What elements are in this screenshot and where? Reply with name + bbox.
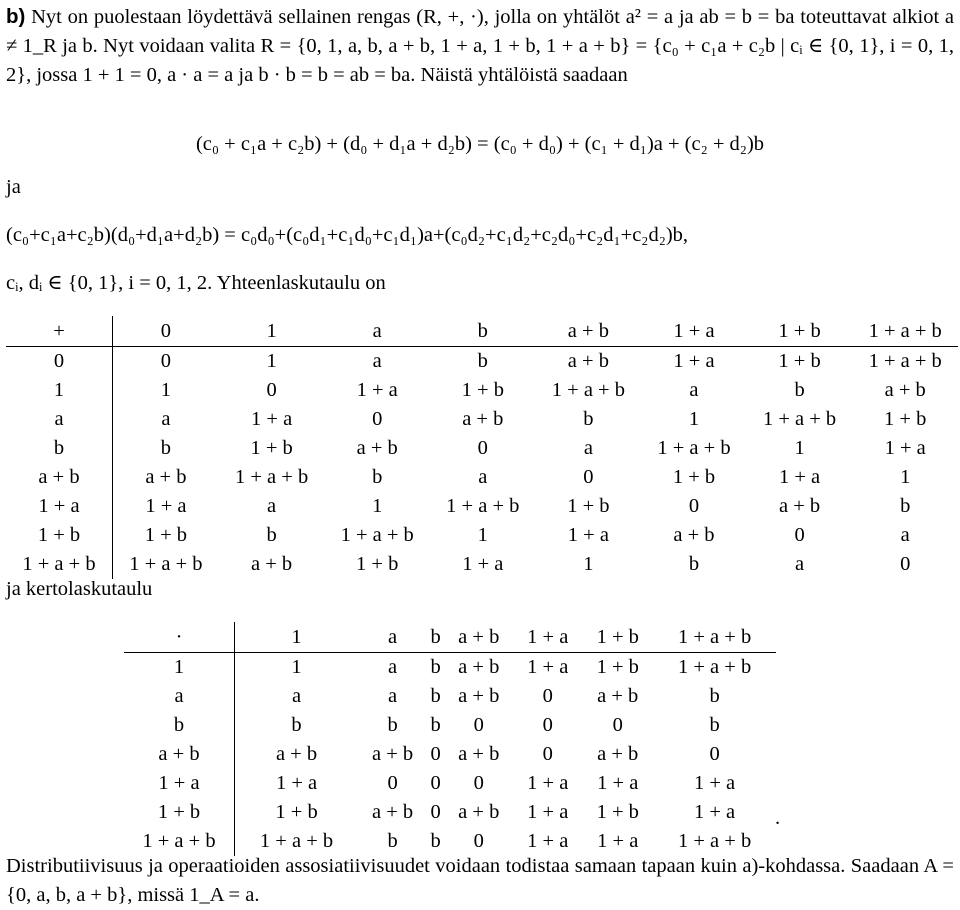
- table-row: [124, 798, 776, 827]
- table-cell: 1: [160, 379, 172, 401]
- table-cell: 1 + b: [672, 466, 716, 488]
- table-row: [6, 434, 958, 463]
- multiplication-row-label: b: [124, 711, 235, 740]
- addition-row-label: 1 + a: [6, 492, 113, 521]
- addition-header-cell: a + b: [536, 316, 642, 347]
- multiplication-header-row: [124, 622, 776, 653]
- multiplication-header-cell: a + b: [444, 622, 513, 653]
- addition-header-cell: 1 + a + b: [852, 316, 958, 347]
- table-cell: a: [689, 379, 699, 401]
- table-cell: 0: [709, 743, 720, 765]
- multiplication-header-cell: a: [358, 622, 427, 653]
- table-cell: 0: [430, 743, 441, 765]
- table-cell: a + b: [356, 437, 398, 459]
- multiplication-row-label: 1 + a + b: [124, 827, 235, 856]
- table-cell: 1 + a: [145, 495, 187, 517]
- table-row: [6, 492, 958, 521]
- table-cell: 1 + a: [527, 801, 569, 823]
- table-cell: a: [267, 495, 277, 517]
- table-cell: 1 + b: [275, 801, 318, 823]
- table-cell: 1: [900, 466, 911, 488]
- multiplication-row-label: 1 + a: [124, 769, 235, 798]
- table-cell: a + b: [251, 553, 293, 575]
- table-cell: a: [372, 350, 382, 372]
- table-cell: 0: [473, 772, 484, 794]
- multiplication-header-cell: 1 + a: [513, 622, 582, 653]
- addition-row-label: a: [6, 405, 113, 434]
- addition-header-cell: 1 + a: [641, 316, 747, 347]
- addition-row-label: 1: [6, 376, 113, 405]
- table-cell: a + b: [458, 801, 500, 823]
- multiplication-row-label: a: [124, 682, 235, 711]
- table-cell: 1 + a + b: [551, 379, 625, 401]
- table-cell: a + b: [673, 524, 715, 546]
- table-cell: b: [430, 830, 441, 852]
- table-cell: 1 + a: [527, 656, 569, 678]
- table-cell: a + b: [884, 379, 926, 401]
- table-cell: b: [709, 714, 720, 736]
- table-cell: b: [387, 714, 398, 736]
- table-row: [6, 405, 958, 434]
- table-cell: b: [160, 437, 172, 459]
- table-cell: b: [291, 714, 302, 736]
- table-row: [6, 521, 958, 550]
- addition-row-label: 1 + b: [6, 521, 113, 550]
- table-cell: 1 + a + b: [259, 830, 334, 852]
- addition-header-cell: 1: [219, 316, 325, 347]
- multiplication-row-label: a + b: [124, 740, 235, 769]
- table-cell: 1 + a + b: [677, 656, 752, 678]
- addition-row-label: 0: [6, 347, 113, 377]
- table-cell: 1 + a: [694, 801, 736, 823]
- table-cell: 1: [477, 524, 488, 546]
- table-cell: 0: [430, 772, 441, 794]
- table-cell: b: [688, 553, 700, 575]
- multiplication-table: [124, 622, 776, 856]
- table-row: [124, 740, 776, 769]
- table-cell: 1 + a: [356, 379, 398, 401]
- sum-equation: (c₀ + c₁a + c₂b) + (d₀ + d₁a + d₂b) = (c₀ + d₀) + (c₁ + d₁)a + (c₂ + d₂)b: [195, 133, 765, 155]
- table-cell: 1 + a + b: [234, 466, 309, 488]
- table-cell: 1 + b: [596, 801, 639, 823]
- multiplication-row-label: 1: [124, 653, 235, 683]
- table-cell: 0: [583, 466, 594, 488]
- table-cell: 1 + a + b: [657, 437, 731, 459]
- table-cell: 1 + b: [567, 495, 610, 517]
- intro-paragraph: [6, 2, 954, 90]
- table-row: [124, 769, 776, 798]
- addition-row-label: a + b: [6, 463, 113, 492]
- table-cell: 1 + a: [597, 772, 639, 794]
- table-cell: 1 + b: [461, 379, 504, 401]
- multiplication-header-cell: 1 + b: [582, 622, 653, 653]
- table-cell: b: [794, 379, 805, 401]
- table-cell: b: [266, 524, 277, 546]
- terminal-period: .: [775, 807, 781, 829]
- table-cell: 0: [542, 743, 553, 765]
- table-row: [6, 376, 958, 405]
- table-cell: a: [291, 685, 302, 707]
- table-cell: 1 + b: [144, 524, 188, 546]
- table-cell: 0: [473, 714, 484, 736]
- table-cell: 1 + a: [597, 830, 639, 852]
- table-row: [124, 711, 776, 740]
- connector-ja: ja: [6, 176, 21, 198]
- table-cell: a: [583, 437, 593, 459]
- multiplication-header-cell: ·: [124, 622, 235, 653]
- table-cell: 1: [688, 408, 700, 430]
- table-cell: 0: [477, 437, 488, 459]
- table-row: [6, 463, 958, 492]
- multiplication-row-label: 1 + b: [124, 798, 235, 827]
- table-cell: b: [372, 466, 383, 488]
- table-cell: 1 + a: [884, 437, 926, 459]
- table-cell: 0: [542, 714, 553, 736]
- closing-paragraph: Distributiivisuus ja operaatioiden assosiatiivisuudet voidaan todistaa samaan tapaan kuin a)-kohdassa. Saadaan A = {0, a, b, a + b}, missä 1_A = a.: [6, 855, 954, 906]
- table-cell: 1 + a + b: [340, 524, 414, 546]
- table-cell: b: [583, 408, 594, 430]
- table-cell: 0: [266, 379, 277, 401]
- table-cell: 1: [372, 495, 383, 517]
- multiplication-header-cell: 1: [235, 622, 359, 653]
- intro-text: Nyt on puolestaan löydettävä sellainen rengas (R, +, ·), jolla on yhtälöt a² = a ja ab = b = ba toteuttavat alkiot a ≠ 1_R ja b. Nyt voidaan valita R = {0, 1, a, b, a + b, 1 + a, 1 + b, 1 + a + b} = {c₀ + c₁a + c₂b | cᵢ ∈ {0, 1}, i = 0, 1, 2}, jossa 1 + 1 = 0, a · a = a ja b · b = b = ab = ba. Näistä yhtälöistä saadaan: [6, 6, 955, 86]
- table-cell: b: [430, 685, 441, 707]
- table-cell: 1 + a + b: [129, 553, 203, 575]
- table-cell: 0: [794, 524, 805, 546]
- table-cell: 0: [372, 408, 383, 430]
- table-row: [6, 347, 958, 377]
- table-cell: a + b: [145, 466, 187, 488]
- table-cell: a + b: [275, 743, 318, 765]
- table-cell: 1: [291, 656, 302, 678]
- table-cell: b: [430, 656, 441, 678]
- table-cell: a: [478, 466, 488, 488]
- addition-header-row: [6, 316, 958, 347]
- table-cell: 0: [387, 772, 398, 794]
- table-cell: b: [477, 350, 488, 372]
- table-cell: a: [900, 524, 910, 546]
- table-cell: 1 + b: [884, 408, 927, 430]
- table-cell: a + b: [458, 743, 500, 765]
- table-cell: 1: [794, 437, 805, 459]
- table-cell: b: [900, 495, 911, 517]
- table-cell: b: [430, 714, 441, 736]
- table-cell: 0: [160, 350, 172, 372]
- table-cell: a + b: [597, 685, 639, 707]
- addition-header-cell: 1 + b: [747, 316, 853, 347]
- table-cell: 0: [688, 495, 700, 517]
- table-cell: 1 + b: [250, 437, 293, 459]
- table-cell: 0: [900, 553, 911, 575]
- table-cell: 1 + a + b: [762, 408, 837, 430]
- table-row: [124, 653, 776, 683]
- addition-table: [6, 316, 958, 579]
- table-cell: 0: [612, 714, 623, 736]
- table-cell: 1 + a: [694, 772, 736, 794]
- table-cell: a + b: [597, 743, 639, 765]
- table-cell: a: [795, 553, 805, 575]
- table-cell: 1 + a + b: [677, 830, 752, 852]
- table-cell: a: [388, 685, 398, 707]
- table-cell: 0: [542, 685, 553, 707]
- table-cell: 1 + a: [527, 830, 569, 852]
- table-cell: a + b: [372, 743, 414, 765]
- part-label: b): [6, 5, 26, 28]
- addition-header-cell: a: [324, 316, 430, 347]
- table-cell: 1 + a: [462, 553, 504, 575]
- addition-header-cell: +: [6, 316, 113, 347]
- multiplication-header-cell: b: [427, 622, 444, 653]
- table-cell: 1 + a + b: [446, 495, 520, 517]
- condition-text: cᵢ, dᵢ ∈ {0, 1}, i = 0, 1, 2. Yhteenlaskutaulu on: [6, 272, 386, 294]
- multiplication-intro: ja kertolaskutaulu: [6, 578, 153, 600]
- table-cell: 1 + a + b: [868, 350, 942, 372]
- table-cell: 1 + a: [567, 524, 609, 546]
- table-cell: 1 + a: [251, 408, 293, 430]
- table-cell: a + b: [567, 350, 609, 372]
- table-cell: a + b: [778, 495, 821, 517]
- table-cell: a + b: [462, 408, 504, 430]
- addition-header-cell: 0: [113, 316, 219, 347]
- table-cell: 1 + b: [778, 350, 821, 372]
- table-cell: a + b: [458, 656, 500, 678]
- table-cell: a: [388, 656, 398, 678]
- table-cell: 1: [583, 553, 594, 575]
- table-row: [124, 682, 776, 711]
- table-cell: 1 + a: [275, 772, 318, 794]
- table-cell: a: [161, 408, 171, 430]
- table-cell: 0: [473, 830, 484, 852]
- table-cell: 1 + b: [356, 553, 399, 575]
- multiplication-header-cell: 1 + a + b: [653, 622, 776, 653]
- table-cell: 1 + a: [527, 772, 569, 794]
- table-cell: 0: [430, 801, 441, 823]
- table-cell: 1 + a: [673, 350, 715, 372]
- table-cell: 1: [266, 350, 277, 372]
- table-cell: b: [387, 830, 398, 852]
- table-cell: b: [709, 685, 720, 707]
- product-equation: (c₀+c₁a+c₂b)(d₀+d₁a+d₂b) = c₀d₀+(c₀d₁+c₁d₀+c₁d₁)a+(c₀d₂+c₁d₂+c₂d₀+c₂d₁+c₂d₂)b,: [6, 224, 689, 246]
- table-cell: a + b: [372, 801, 414, 823]
- table-cell: 1 + b: [596, 656, 639, 678]
- table-cell: 1 + a: [778, 466, 821, 488]
- addition-header-cell: b: [430, 316, 536, 347]
- addition-row-label: 1 + a + b: [6, 550, 113, 579]
- addition-row-label: b: [6, 434, 113, 463]
- table-cell: a + b: [458, 685, 500, 707]
